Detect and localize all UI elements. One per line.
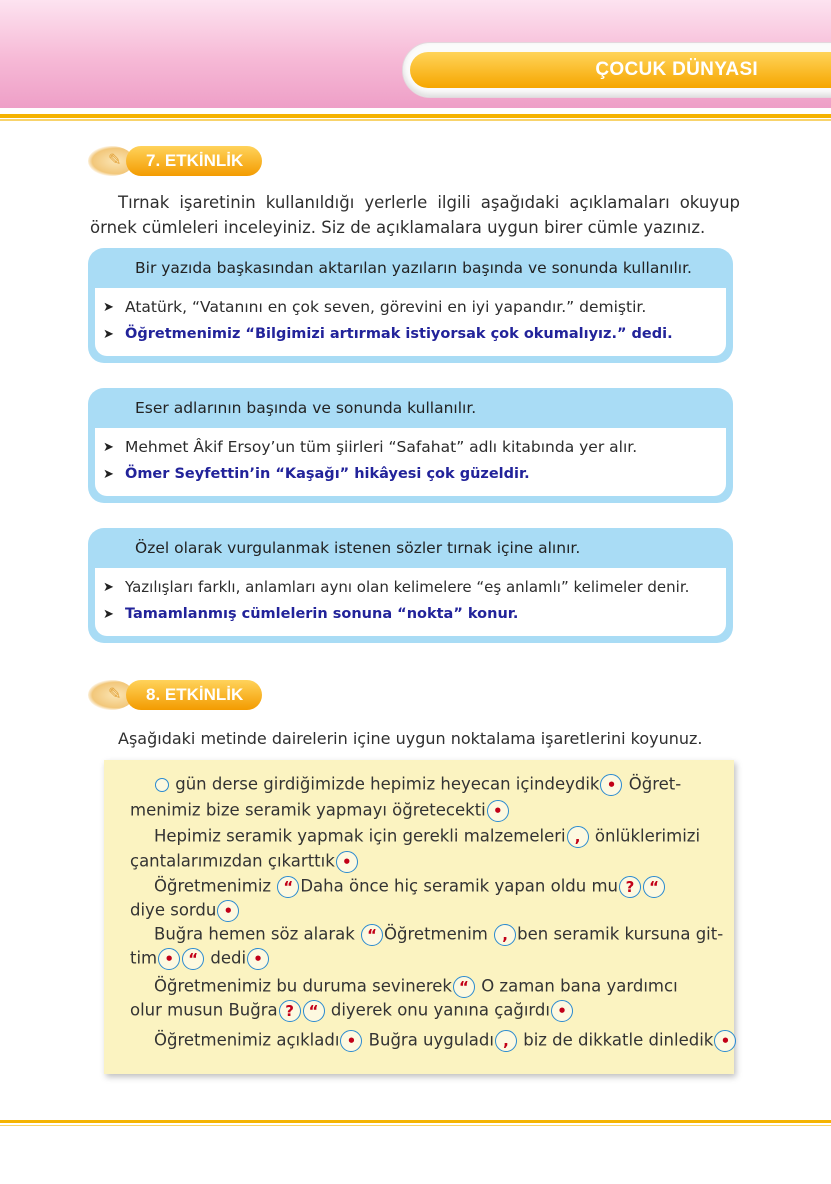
exercise-text: Öğretmenimiz açıkladı: [154, 1030, 340, 1050]
exercise-line-4: [130, 851, 359, 873]
answer-sentence: Öğretmenimiz “Bilgimizi artırmak istiyorsak çok okumalıyız.” dedi.: [125, 326, 673, 342]
activity-7-title: 7. ETKİNLİK: [146, 151, 244, 170]
header-divider-thin: [0, 119, 831, 121]
exercise-line-10: [130, 1000, 574, 1022]
answer-circle[interactable]: “: [643, 876, 665, 898]
rule-card-1-heading: Bir yazıda başkasından aktarılan yazıların başında ve sonunda kullanılır.: [135, 259, 692, 277]
header-divider: [0, 114, 831, 118]
answer-sentence: Ömer Seyfettin’in “Kaşağı” hikâyesi çok güzeldir.: [125, 466, 530, 482]
example-sentence: Yazılışları farklı, anlamları aynı olan kelimelere “eş anlamlı” kelimeler denir.: [125, 578, 690, 596]
footer-divider: [0, 1120, 831, 1123]
rule-card-3-body: [95, 568, 726, 636]
answer-line: [103, 461, 718, 488]
answer-circle[interactable]: •: [600, 774, 622, 796]
exercise-text: Buğra uyguladı: [368, 1030, 494, 1050]
answer-line: [103, 601, 718, 628]
exercise-text: Öğretmenimiz: [154, 876, 272, 896]
rule-card-2-body: [95, 428, 726, 496]
example-sentence: Atatürk, “Vatanını en çok seven, görevini en iyi yapandır.” demiştir.: [125, 298, 647, 316]
exercise-text: gün derse girdiğimizde hepimiz heyecan içindeydik: [175, 774, 600, 794]
title-tab: [410, 52, 831, 88]
activity-7-instruction: Tırnak işaretinin kullanıldığı yerlerle ilgili aşağıdaki açıklamaları okuyup örnek cümleleri inceleyiniz. Siz de açıklamalara uygun birer cümle yazınız.: [90, 193, 740, 237]
activity-7-pill: [126, 146, 262, 176]
rule-card-3-heading: Özel olarak vurgulanmak istenen sözler tırnak içine alınır.: [135, 539, 581, 557]
exercise-text: diye sordu: [130, 900, 217, 920]
activity-8-pill: [126, 680, 262, 710]
activity-8-instruction: Aşağıdaki metinde dairelerin içine uygun noktalama işaretlerini koyunuz.: [118, 729, 703, 748]
exercise-text: menimiz bize seramik yapmayı öğretecekti: [130, 800, 486, 820]
answer-sentence: Tamamlanmış cümlelerin sonuna “nokta” konur.: [125, 606, 519, 622]
exercise-line-1: [154, 774, 681, 796]
exercise-text: Hepimiz seramik yapmak için gerekli malzemeleri: [154, 826, 566, 846]
exercise-line-3: [154, 826, 700, 848]
rule-card-1: [88, 248, 733, 363]
pencil-icon: ✎: [88, 680, 134, 710]
exercise-text: biz de dikkatle dinledik: [523, 1030, 714, 1050]
exercise-text: çantalarımızdan çıkarttık: [130, 851, 335, 871]
answer-circle[interactable]: •: [340, 1030, 362, 1052]
rule-card-2: [88, 388, 733, 503]
exercise-text: ben seramik kursuna git-: [517, 924, 724, 944]
answer-circle[interactable]: •: [217, 900, 239, 922]
example-line: [103, 294, 718, 321]
exercise-line-11: [154, 1030, 737, 1052]
activity-8-title: 8. ETKİNLİK: [146, 685, 244, 704]
exercise-text: Daha önce hiç seramik yapan oldu mu: [300, 876, 619, 896]
arrow-icon: ➤: [103, 580, 114, 595]
answer-circle[interactable]: [155, 778, 169, 792]
example-line: [103, 434, 718, 461]
answer-circle[interactable]: ?: [279, 1000, 301, 1022]
arrow-icon: ➤: [103, 327, 114, 342]
exercise-line-8: [130, 948, 270, 970]
exercise-text: Buğra hemen söz alarak: [154, 924, 355, 944]
answer-circle[interactable]: •: [158, 948, 180, 970]
rule-card-1-body: [95, 288, 726, 356]
answer-circle[interactable]: ,: [567, 826, 589, 848]
answer-circle[interactable]: “: [303, 1000, 325, 1022]
answer-circle[interactable]: “: [453, 976, 475, 998]
answer-circle[interactable]: “: [277, 876, 299, 898]
exercise-text: Öğretmenimiz bu duruma sevinerek: [154, 976, 452, 996]
answer-circle[interactable]: •: [247, 948, 269, 970]
arrow-icon: ➤: [103, 300, 114, 315]
arrow-icon: ➤: [103, 467, 114, 482]
answer-circle[interactable]: •: [714, 1030, 736, 1052]
answer-circle[interactable]: “: [361, 924, 383, 946]
example-sentence: Mehmet Âkif Ersoy’un tüm şiirleri “Safahat” adlı kitabında yer alır.: [125, 438, 638, 456]
exercise-box: [104, 760, 734, 1074]
exercise-line-5: [154, 876, 666, 898]
exercise-text: Öğretmenim: [384, 924, 488, 944]
exercise-text: O zaman bana yardımcı: [481, 976, 678, 996]
answer-circle[interactable]: ,: [494, 924, 516, 946]
exercise-text: Öğret-: [628, 774, 682, 794]
exercise-line-7: [154, 924, 723, 946]
answer-circle[interactable]: ?: [619, 876, 641, 898]
answer-circle[interactable]: •: [551, 1000, 573, 1022]
answer-circle[interactable]: ,: [495, 1030, 517, 1052]
activity-7-label: [88, 144, 278, 178]
answer-circle[interactable]: •: [487, 800, 509, 822]
exercise-line-6: [130, 900, 240, 922]
answer-line: [103, 321, 718, 348]
exercise-text: olur musun Buğra: [130, 1000, 278, 1020]
arrow-icon: ➤: [103, 607, 114, 622]
exercise-line-9: [154, 976, 678, 998]
exercise-text: önlüklerimizi: [594, 826, 701, 846]
rule-card-2-heading: Eser adlarının başında ve sonunda kullanılır.: [135, 399, 477, 417]
page-title: ÇOCUK DÜNYASI: [595, 59, 758, 80]
example-line: [103, 574, 718, 601]
exercise-text: tim: [130, 948, 158, 968]
exercise-line-2: [130, 800, 510, 822]
exercise-text: diyerek onu yanına çağırdı: [330, 1000, 550, 1020]
rule-card-3: [88, 528, 733, 643]
footer-divider-thin: [0, 1125, 831, 1126]
answer-circle[interactable]: •: [336, 851, 358, 873]
exercise-text: dedi: [210, 948, 247, 968]
activity-8-label: [88, 678, 278, 712]
answer-circle[interactable]: “: [182, 948, 204, 970]
pencil-icon: ✎: [88, 146, 134, 176]
arrow-icon: ➤: [103, 440, 114, 455]
